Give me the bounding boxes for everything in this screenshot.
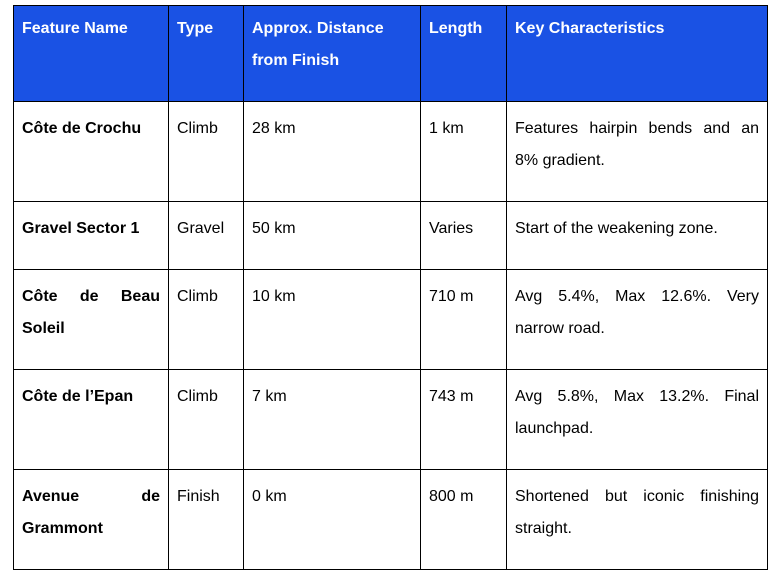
cell-characteristics: Avg 5.8%, Max 13.2%. Final launchpad. <box>507 370 768 470</box>
header-characteristics: Key Characteristics <box>507 6 768 102</box>
table-row <box>14 102 768 202</box>
header-feature-name: Feature Name <box>14 6 169 102</box>
cell-type: Gravel <box>169 202 244 270</box>
cell-length: 1 km <box>421 102 507 202</box>
header-type: Type <box>169 6 244 102</box>
table-row <box>14 270 768 370</box>
header-row <box>14 6 768 102</box>
cell-type: Climb <box>169 270 244 370</box>
table-header <box>14 6 768 102</box>
cell-type: Finish <box>169 470 244 570</box>
cell-distance: 10 km <box>244 270 421 370</box>
cell-feature-name: Côte de Crochu <box>14 102 169 202</box>
cell-length: 743 m <box>421 370 507 470</box>
cell-feature-name: Avenue de Grammont <box>14 470 169 570</box>
cell-characteristics: Features hairpin bends and an 8% gradient. <box>507 102 768 202</box>
cell-length: 800 m <box>421 470 507 570</box>
cell-characteristics: Start of the weakening zone. <box>507 202 768 270</box>
cell-distance: 28 km <box>244 102 421 202</box>
table-row <box>14 470 768 570</box>
cell-characteristics: Avg 5.4%, Max 12.6%. Very narrow road. <box>507 270 768 370</box>
cell-type: Climb <box>169 102 244 202</box>
cell-type: Climb <box>169 370 244 470</box>
cell-length: 710 m <box>421 270 507 370</box>
table-container <box>13 5 768 570</box>
header-distance: Approx. Distance from Finish <box>244 6 421 102</box>
cell-characteristics: Shortened but iconic finishing straight. <box>507 470 768 570</box>
table-row <box>14 202 768 270</box>
cell-feature-name: Gravel Sector 1 <box>14 202 169 270</box>
cell-feature-name: Côte de l’Epan <box>14 370 169 470</box>
cell-feature-name: Côte de Beau Soleil <box>14 270 169 370</box>
cell-distance: 7 km <box>244 370 421 470</box>
table-row <box>14 370 768 470</box>
cell-distance: 50 km <box>244 202 421 270</box>
cell-length: Varies <box>421 202 507 270</box>
features-table <box>13 5 768 570</box>
cell-distance: 0 km <box>244 470 421 570</box>
header-length: Length <box>421 6 507 102</box>
table-body <box>14 102 768 570</box>
